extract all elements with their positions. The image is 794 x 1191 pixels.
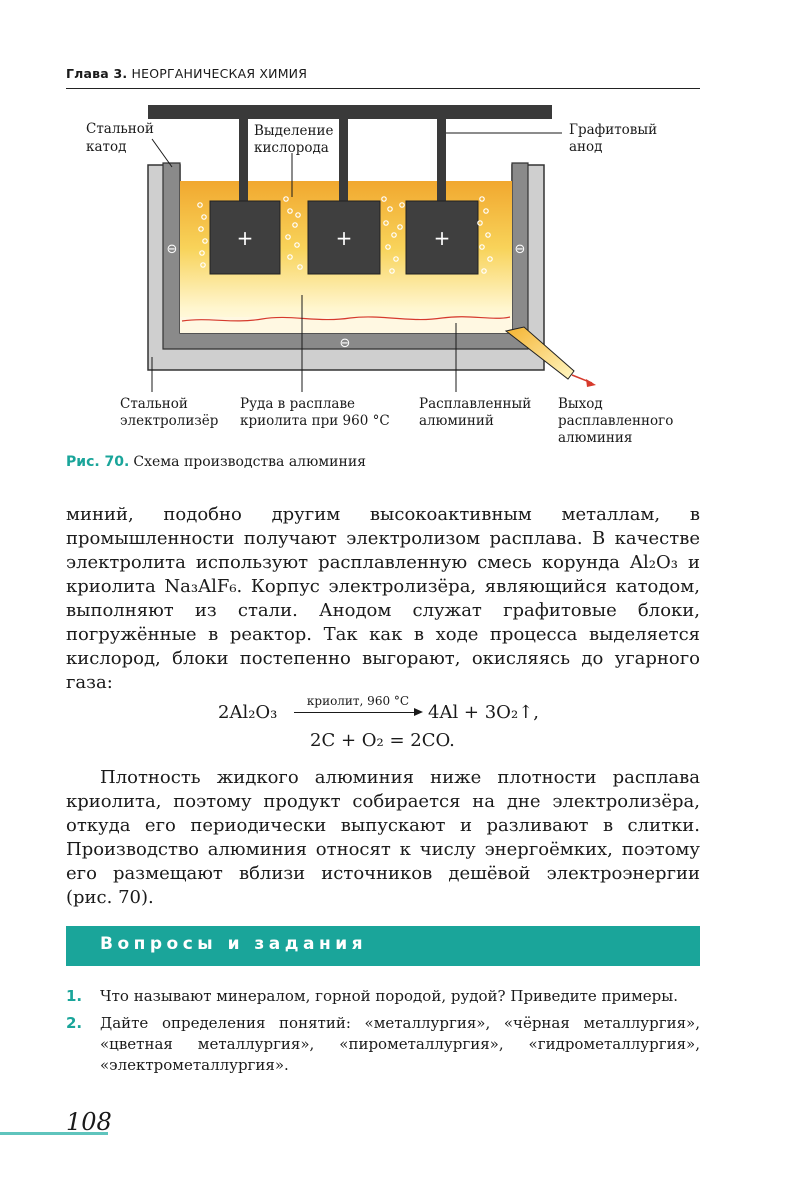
electrolyzer-diagram bbox=[0, 95, 794, 450]
question-text: Что называют минералом, горной породой, рудой? Приведите примеры. bbox=[100, 987, 678, 1005]
equation-lhs: 2Al₂O₃ bbox=[218, 702, 278, 723]
outlet-arrowhead bbox=[586, 379, 596, 387]
equation-arrow-head bbox=[414, 708, 423, 716]
question-item bbox=[66, 1013, 700, 1076]
cathode-minus-right: ⊖ bbox=[514, 242, 526, 257]
label-oxygen: Выделение кислорода bbox=[254, 123, 334, 156]
questions-list bbox=[66, 986, 700, 1082]
equation-rhs: 4Al + 3O₂↑, bbox=[428, 702, 539, 723]
anode-plus-2: + bbox=[335, 226, 353, 250]
anode-rod-3 bbox=[437, 119, 446, 203]
molten-aluminium-layer bbox=[180, 317, 512, 333]
anode-plus-3: + bbox=[433, 226, 451, 250]
question-text: Дайте определения понятий: «металлургия», «чёрная металлургия», «цветная металлургия», «пирометаллургия», «гидрометаллургия», «электрометаллургия». bbox=[100, 1014, 700, 1074]
figure-caption-text: Схема производства алюминия bbox=[133, 454, 366, 470]
leader-cathode bbox=[152, 139, 172, 167]
anode-rod-1 bbox=[239, 119, 248, 203]
page-number: 108 bbox=[66, 1108, 112, 1136]
equation-condition: криолит, 960 °С bbox=[306, 694, 410, 708]
label-aluminium-outlet: Выход расплавленного алюминия bbox=[558, 396, 674, 446]
label-molten-aluminium: Расплавленный алюминий bbox=[419, 396, 532, 429]
chapter-number: Глава 3. bbox=[66, 66, 128, 81]
question-number: 1. bbox=[66, 987, 83, 1005]
anode-plus-1: + bbox=[236, 226, 254, 250]
label-steel-cathode: Стальной катод bbox=[86, 121, 154, 155]
cathode-minus-bottom: ⊖ bbox=[339, 336, 351, 351]
body-paragraph-2: Плотность жидкого алюминия ниже плотности расплава криолита, поэтому продукт собирается на дне электролизёра, откуда его периодически выпускают и разливают в слитки. Производство алюминия относят к числу энергоёмких, поэтому его размещают вблизи источников дешёвой электроэнергии (рис. 70). bbox=[66, 767, 700, 908]
section-title: Вопросы и задания bbox=[100, 934, 368, 954]
running-header bbox=[66, 66, 700, 81]
equation-arrow-shaft bbox=[294, 712, 416, 713]
label-ore-in-cryolite: Руда в расплаве криолита при 960 °С bbox=[240, 396, 390, 429]
equation-carbon-text: 2C + O₂ = 2CO. bbox=[310, 730, 455, 751]
anode-bus-bar bbox=[148, 105, 552, 119]
figure-caption bbox=[66, 454, 366, 470]
body-paragraph-1: миний, подобно другим высокоактивным металлам, в промышленности получают электролизом расплава. В качестве электролита используют расплавленную смесь корунда Al₂O₃ и криолита Na₃AlF₆. Корпус электролизёра, являющийся катодом, выполняют из стали. Анодом служат графитовые блоки, погружённые в реактор. Так как в ходе процесса выделяется кислород, блоки постепенно выгорают, окисляясь до угарного газа: bbox=[66, 504, 700, 693]
chapter-title: НЕОРГАНИЧЕСКАЯ ХИМИЯ bbox=[131, 66, 308, 81]
figure-number: Рис. 70. bbox=[66, 454, 130, 470]
label-steel-electrolyzer: Стальной электролизёр bbox=[120, 396, 219, 429]
anode-rod-2 bbox=[339, 119, 348, 203]
cathode-minus-left: ⊖ bbox=[166, 242, 178, 257]
question-number: 2. bbox=[66, 1014, 83, 1032]
header-rule bbox=[66, 88, 700, 89]
label-graphite-anode: Графитовый анод bbox=[569, 122, 658, 155]
question-item bbox=[66, 986, 700, 1007]
